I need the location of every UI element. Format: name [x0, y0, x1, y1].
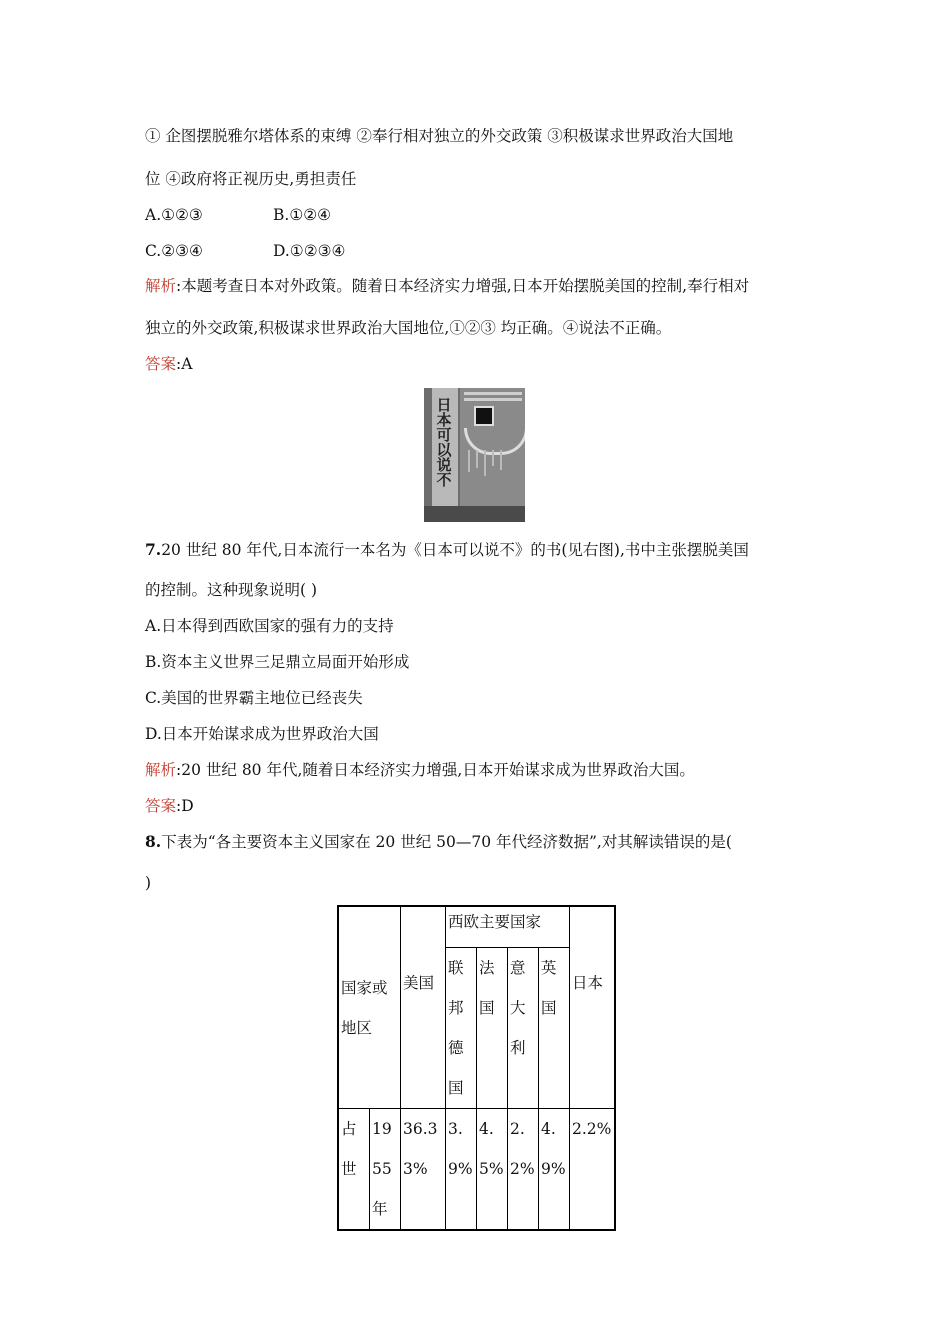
book-stripe	[464, 392, 522, 395]
economic-data-table	[337, 905, 616, 1231]
table-header-west-germany: 联邦德国	[446, 948, 477, 1109]
q7-stem-text: 20 世纪 80 年代,日本流行一本名为《日本可以说不》的书(见右图),书中主张摆脱美国	[161, 541, 749, 559]
q7-analysis	[145, 760, 695, 780]
table-header-uk: 英国	[539, 948, 570, 1109]
book-drip	[468, 450, 470, 472]
q7-choice-c: C.美国的世界霸主地位已经丧失	[145, 689, 363, 707]
q6-choice-d: D.①②③④	[273, 242, 346, 260]
q7-stem-line2: 的控制。这种现象说明( )	[145, 581, 318, 599]
q6-choice-b: B.①②④	[273, 206, 332, 224]
q6-choice-c: C.②③④	[145, 242, 203, 260]
table-cell-japan: 2.2%	[570, 1109, 616, 1231]
q7-answer-label: 答案	[145, 797, 177, 815]
q6-options-line1: ① 企图摆脱雅尔塔体系的束缚 ②奉行相对独立的外交政策 ③积极谋求世界政治大国地	[145, 127, 734, 145]
table-header-japan: 日本	[570, 906, 616, 1109]
q7-analysis-label: 解析	[145, 761, 177, 779]
q7-analysis-text: :20 世纪 80 年代,随着日本经济实力增强,日本开始谋求成为世界政治大国。	[176, 761, 695, 779]
q7-choice-d: D.日本开始谋求成为世界政治大国	[145, 725, 379, 743]
q6-answer-label: 答案	[145, 355, 177, 373]
table-header-usa: 美国	[401, 906, 446, 1109]
table-row-year: 1955年	[370, 1109, 401, 1231]
table-row-label: 占世	[338, 1109, 370, 1231]
book-drip	[484, 450, 486, 476]
table-header-western-europe: 西欧主要国家	[446, 906, 570, 948]
table-cell-france: 4.5%	[477, 1109, 508, 1231]
q7-stem-line1	[145, 540, 749, 560]
table-cell-usa: 36.33%	[401, 1109, 446, 1231]
book-title: 日本可以说不	[436, 396, 452, 489]
book-bottom	[424, 506, 525, 522]
q6-analysis-label: 解析	[145, 277, 177, 295]
table-cell-west-germany: 3.9%	[446, 1109, 477, 1231]
q6-answer	[145, 354, 192, 374]
book-drip	[500, 450, 502, 470]
q8-stem-text: 下表为“各主要资本主义国家在 20 世纪 50—70 年代经济数据”,对其解读错误的是(	[161, 833, 732, 851]
q6-analysis-line2: 独立的外交政策,积极谋求世界政治大国地位,①②③ 均正确。④说法不正确。	[145, 319, 672, 337]
book-drip	[476, 450, 478, 468]
q6-analysis-line1	[145, 276, 749, 296]
q6-analysis-text: :本题考查日本对外政策。随着日本经济实力增强,日本开始摆脱美国的控制,奉行相对	[176, 277, 750, 295]
book-cover-image	[424, 388, 525, 522]
q6-choice-a: A.①②③	[145, 206, 203, 224]
q7-choice-b: B.资本主义世界三足鼎立局面开始形成	[145, 653, 410, 671]
table-header-country: 国家或地区	[338, 906, 401, 1109]
q8-stem-line2: )	[145, 874, 152, 892]
q7-answer-value: :D	[176, 797, 194, 815]
book-emblem	[474, 406, 494, 426]
q7-number: 7.	[145, 540, 162, 559]
table-header-france: 法国	[477, 948, 508, 1109]
q6-options-line2: 位 ④政府将正视历史,勇担责任	[145, 170, 357, 188]
q8-stem-line1	[145, 832, 732, 852]
table-header-italy: 意大利	[508, 948, 539, 1109]
q8-number: 8.	[145, 832, 162, 851]
book-drip	[492, 450, 494, 466]
q6-answer-value: :A	[176, 355, 193, 373]
table-cell-italy: 2.2%	[508, 1109, 539, 1231]
q7-choice-a: A.日本得到西欧国家的强有力的支持	[145, 617, 394, 635]
book-stripe	[464, 398, 522, 401]
q7-answer	[145, 796, 194, 816]
table-cell-uk: 4.9%	[539, 1109, 570, 1231]
